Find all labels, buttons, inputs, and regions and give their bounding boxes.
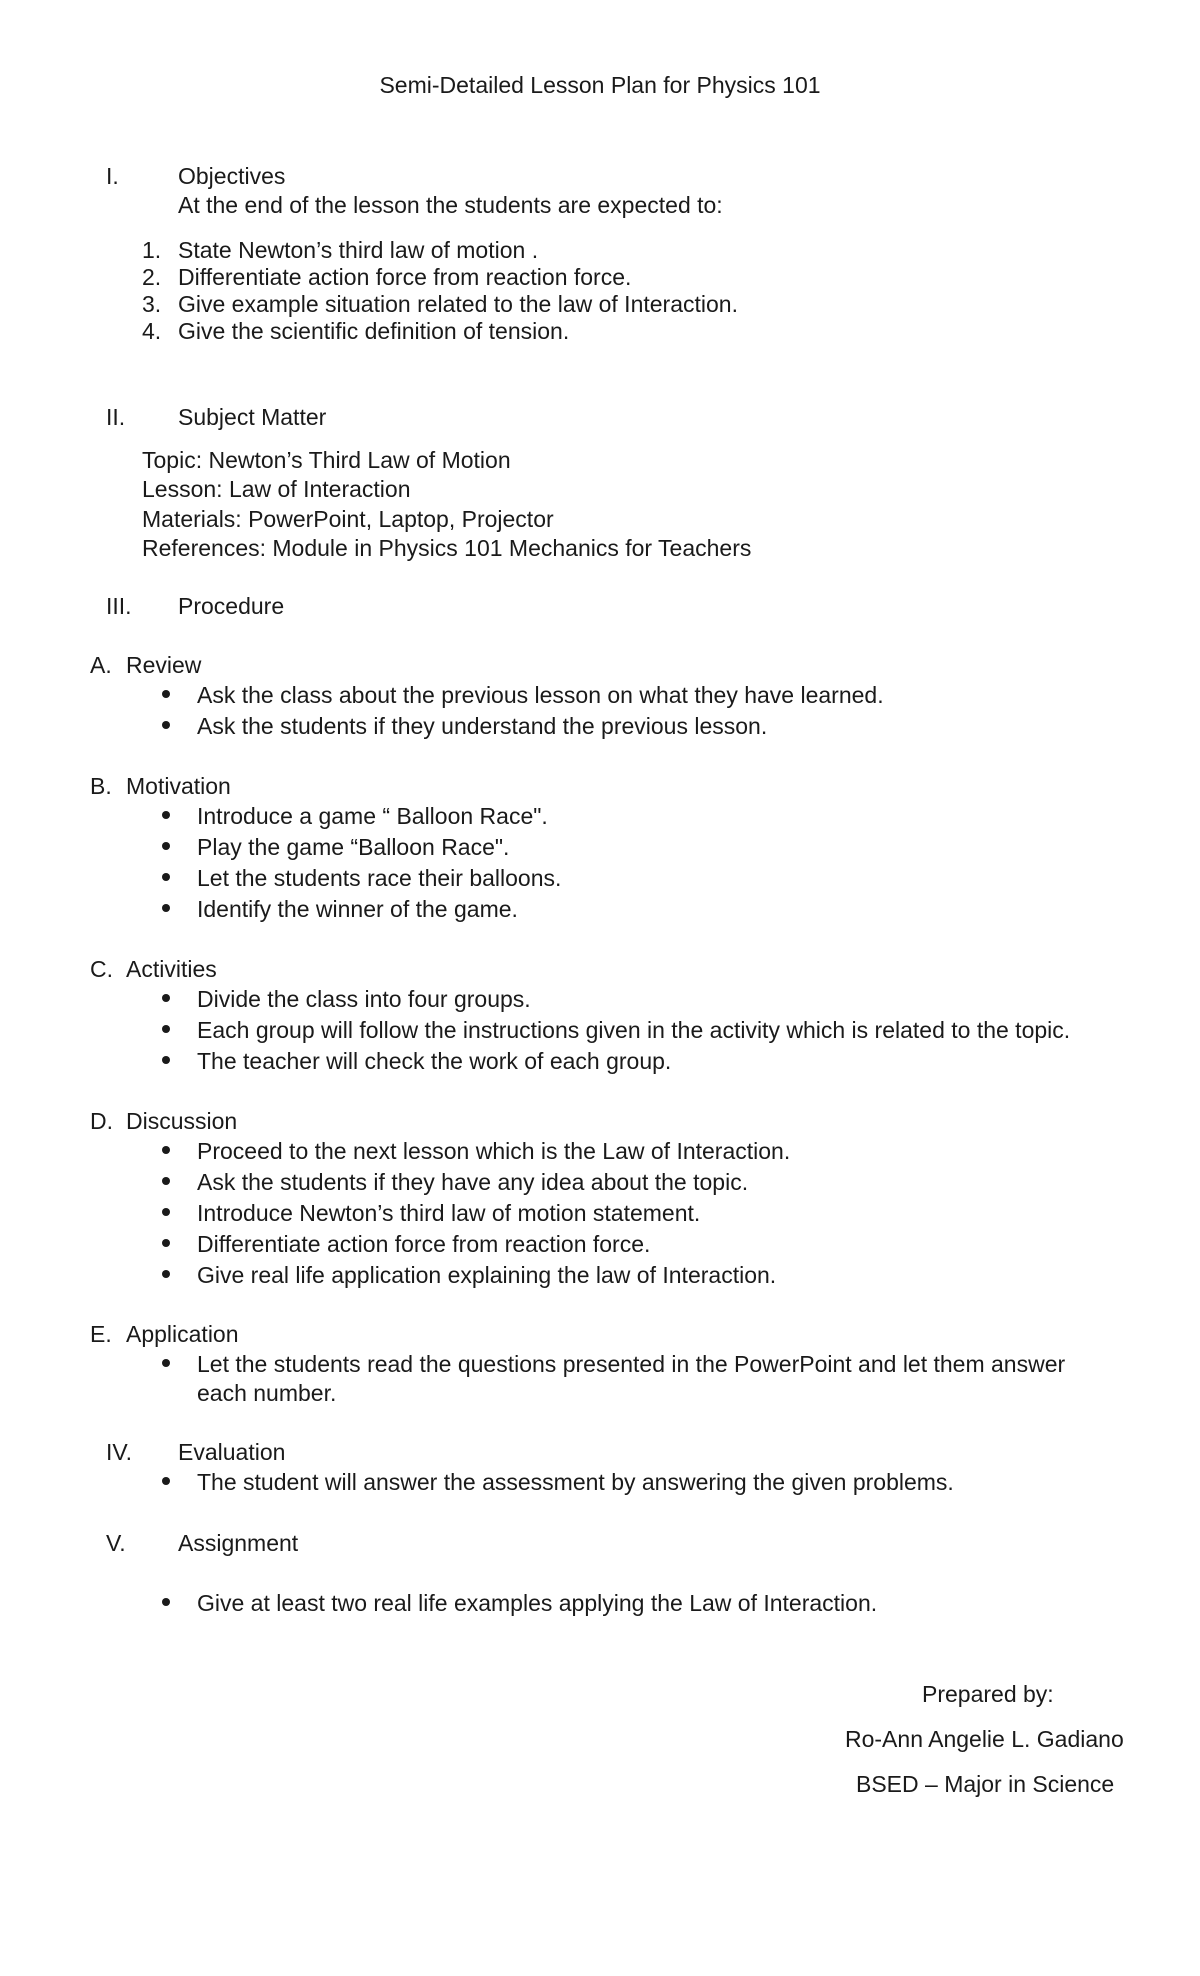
application-item-line: Let the students read the questions presented in the PowerPoint and let them answer xyxy=(197,1351,1066,1377)
bullet-icon xyxy=(162,1270,170,1278)
discussion-item: Proceed to the next lesson which is the Law of Interaction. xyxy=(197,1138,791,1164)
assignment-numeral: V. xyxy=(106,1530,126,1556)
prepared-by-label: Prepared by: xyxy=(922,1681,1054,1707)
review-item: Ask the class about the previous lesson on what they have learned. xyxy=(197,682,884,708)
procedure-heading: Procedure xyxy=(178,593,285,619)
objective-item: State Newton’s third law of motion . xyxy=(178,237,539,263)
objective-item: Give example situation related to the law of Interaction. xyxy=(178,291,738,317)
bullet-icon xyxy=(162,1208,170,1216)
application-letter: E. xyxy=(90,1321,112,1347)
procedure-numeral: III. xyxy=(106,593,132,619)
bullet-icon xyxy=(162,1477,170,1485)
subject-matter-heading: Subject Matter xyxy=(178,404,327,430)
objective-number: 4. xyxy=(142,318,162,344)
objective-item: Differentiate action force from reaction force. xyxy=(178,264,632,290)
review-heading: Review xyxy=(126,652,202,678)
evaluation-numeral: IV. xyxy=(106,1439,133,1465)
motivation-item: Identify the winner of the game. xyxy=(197,896,518,922)
evaluation-item: The student will answer the assessment by answering the given problems. xyxy=(197,1469,954,1495)
subject-materials: Materials: PowerPoint, Laptop, Projector xyxy=(142,506,554,532)
bullet-icon xyxy=(162,721,170,729)
objective-number: 1. xyxy=(142,237,162,263)
motivation-item: Let the students race their balloons. xyxy=(197,865,562,891)
objectives-numeral: I. xyxy=(106,163,119,189)
bullet-icon xyxy=(162,1359,170,1367)
bullet-icon xyxy=(162,873,170,881)
discussion-item: Introduce Newton’s third law of motion statement. xyxy=(197,1200,701,1226)
activities-letter: C. xyxy=(90,956,113,982)
activities-item: Each group will follow the instructions given in the activity which is related to the topic. xyxy=(197,1017,1071,1043)
bullet-icon xyxy=(162,1239,170,1247)
bullet-icon xyxy=(162,1025,170,1033)
motivation-item: Play the game “Balloon Race". xyxy=(197,834,510,860)
activities-item: The teacher will check the work of each group. xyxy=(197,1048,672,1074)
review-item: Ask the students if they understand the previous lesson. xyxy=(197,713,768,739)
activities-heading: Activities xyxy=(126,956,217,982)
discussion-item: Ask the students if they have any idea about the topic. xyxy=(197,1169,749,1195)
application-heading: Application xyxy=(126,1321,239,1347)
application-item-line: each number. xyxy=(197,1380,337,1406)
subject-topic: Topic: Newton’s Third Law of Motion xyxy=(142,447,511,473)
objective-number: 2. xyxy=(142,264,162,290)
subject-lesson: Lesson: Law of Interaction xyxy=(142,476,411,502)
subject-matter-numeral: II. xyxy=(106,404,126,430)
bullet-icon xyxy=(162,690,170,698)
bullet-icon xyxy=(162,811,170,819)
objective-item: Give the scientific definition of tension. xyxy=(178,318,570,344)
bullet-icon xyxy=(162,904,170,912)
motivation-letter: B. xyxy=(90,773,112,799)
bullet-icon xyxy=(162,842,170,850)
bullet-icon xyxy=(162,1598,170,1606)
discussion-item: Differentiate action force from reaction force. xyxy=(197,1231,651,1257)
preparer-degree: BSED – Major in Science xyxy=(856,1771,1115,1797)
page-title: Semi-Detailed Lesson Plan for Physics 101 xyxy=(379,72,821,98)
motivation-heading: Motivation xyxy=(126,773,231,799)
bullet-icon xyxy=(162,1146,170,1154)
bullet-icon xyxy=(162,994,170,1002)
objectives-intro: At the end of the lesson the students are expected to: xyxy=(178,192,723,218)
discussion-item: Give real life application explaining the law of Interaction. xyxy=(197,1262,777,1288)
assignment-item: Give at least two real life examples applying the Law of Interaction. xyxy=(197,1590,878,1616)
subject-references: References: Module in Physics 101 Mechanics for Teachers xyxy=(142,535,752,561)
discussion-heading: Discussion xyxy=(126,1108,238,1134)
assignment-heading: Assignment xyxy=(178,1530,299,1556)
evaluation-heading: Evaluation xyxy=(178,1439,286,1465)
motivation-item: Introduce a game “ Balloon Race". xyxy=(197,803,548,829)
objective-number: 3. xyxy=(142,291,162,317)
bullet-icon xyxy=(162,1177,170,1185)
review-letter: A. xyxy=(90,652,112,678)
bullet-icon xyxy=(162,1056,170,1064)
objectives-heading: Objectives xyxy=(178,163,286,189)
discussion-letter: D. xyxy=(90,1108,113,1134)
activities-item: Divide the class into four groups. xyxy=(197,986,531,1012)
preparer-name: Ro-Ann Angelie L. Gadiano xyxy=(845,1726,1124,1752)
